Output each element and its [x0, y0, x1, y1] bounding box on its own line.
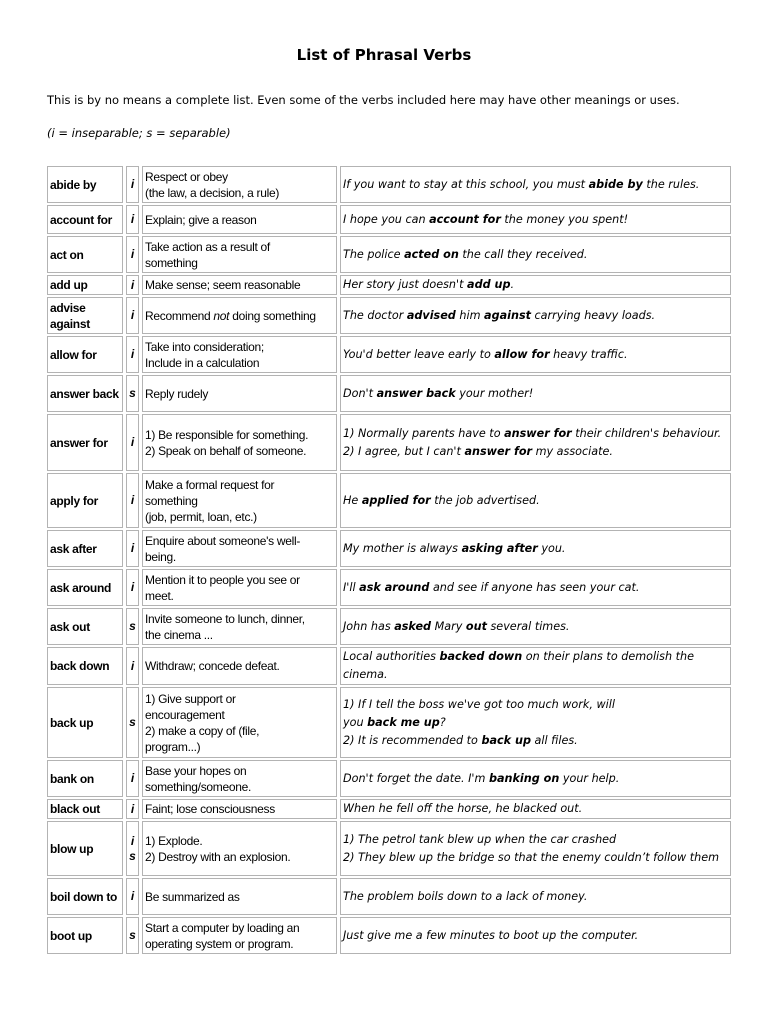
type-marker: i — [130, 493, 135, 507]
type-marker: i — [130, 435, 135, 449]
example-text: your help. — [559, 771, 620, 785]
example-cell — [340, 647, 731, 685]
type-marker: i — [130, 308, 135, 322]
verb-cell: advise against — [47, 297, 123, 334]
verb-cell: ask after — [47, 530, 123, 567]
phrasal-verb-highlight: against — [484, 308, 531, 322]
phrasal-verb-highlight: ask around — [359, 580, 430, 594]
meaning-line: program...) — [145, 739, 201, 754]
table-row — [47, 205, 731, 234]
example-cell — [340, 236, 731, 273]
verb-cell: act on — [47, 236, 123, 273]
meaning-cell — [142, 275, 337, 295]
example-cell — [340, 530, 731, 567]
example-text: Her story just doesn't — [343, 278, 468, 291]
meaning-line: (job, permit, loan, etc.) — [145, 509, 257, 524]
verb-cell: apply for — [47, 473, 123, 528]
meaning-text: doing something — [229, 308, 316, 323]
phrasal-verb-highlight: answer for — [504, 426, 572, 440]
type-cell — [126, 275, 139, 295]
example-text: When he fell off the horse, he blacked out. — [343, 802, 583, 815]
example-text: my associate. — [532, 444, 613, 458]
verb-cell: blow up — [47, 821, 123, 876]
example-line — [343, 800, 728, 818]
example-text: The police — [343, 247, 405, 261]
example-text: 2) They blew up the bridge so that the enemy couldn’t follow them — [343, 850, 719, 864]
type-cell — [126, 530, 139, 567]
meaning-cell — [142, 799, 337, 819]
table-body — [47, 166, 731, 954]
verb-cell: ask around — [47, 569, 123, 606]
example-cell — [340, 799, 731, 819]
table-row — [47, 821, 731, 876]
type-marker: i — [130, 177, 135, 191]
type-marker: i — [130, 247, 135, 261]
example-line — [343, 714, 728, 732]
example-cell — [340, 336, 731, 373]
meaning-line: something/someone. — [145, 779, 251, 794]
example-text: their children's behaviour. — [571, 426, 722, 440]
phrasal-verb-highlight: answer for — [464, 444, 533, 458]
type-marker: i — [130, 889, 135, 903]
type-cell — [126, 917, 139, 954]
meaning-cell — [142, 760, 337, 797]
example-text: all files. — [530, 733, 578, 747]
meaning-line: Explain; give a reason — [145, 212, 257, 227]
example-text: the rules. — [642, 177, 700, 191]
meaning-line: Enquire about someone's well- — [145, 533, 301, 548]
meaning-line: Withdraw; concede defeat. — [145, 659, 280, 673]
example-text: the job advertised. — [430, 493, 540, 507]
type-cell — [126, 799, 139, 819]
meaning-cell — [142, 205, 337, 234]
example-text: The doctor — [343, 308, 407, 322]
type-marker: s — [129, 619, 136, 633]
type-marker: i — [130, 212, 135, 226]
meaning-line: 2) make a copy of (file, — [145, 723, 260, 738]
verb-cell: boil down to — [47, 878, 123, 915]
example-cell — [340, 608, 731, 645]
example-cell — [340, 205, 731, 234]
example-cell — [340, 375, 731, 412]
meaning-line: Mention it to people you see or — [145, 572, 300, 587]
table-row — [47, 375, 731, 412]
table-row — [47, 473, 731, 528]
type-cell — [126, 687, 139, 758]
example-cell — [340, 917, 731, 954]
type-cell — [126, 608, 139, 645]
type-marker: s — [129, 386, 136, 400]
verb-cell: black out — [47, 799, 123, 819]
example-text: You'd better leave early to — [343, 347, 495, 361]
table-row — [47, 275, 731, 295]
example-text: your mother! — [455, 386, 534, 400]
meaning-line: 2) Speak on behalf of someone. — [145, 443, 307, 458]
meaning-cell — [142, 821, 337, 876]
type-cell — [126, 297, 139, 334]
type-cell — [126, 236, 139, 273]
type-cell — [126, 414, 139, 471]
phrasal-verb-highlight: back me up — [367, 715, 440, 729]
table-row — [47, 236, 731, 273]
meaning-line: Make sense; seem reasonable — [145, 278, 301, 292]
type-cell — [126, 569, 139, 606]
type-marker: i — [130, 541, 135, 555]
phrasal-verb-highlight: answer back — [376, 386, 456, 400]
verb-cell: ask out — [47, 608, 123, 645]
type-marker: i — [130, 801, 135, 816]
verb-cell: back down — [47, 647, 123, 685]
page-title: List of Phrasal Verbs — [296, 46, 472, 64]
example-text: I'll — [343, 580, 360, 594]
verb-cell: boot up — [47, 917, 123, 954]
example-line — [343, 211, 728, 229]
meaning-line: Respect or obey — [145, 169, 228, 184]
example-text: The problem boils down to a lack of money. — [343, 889, 588, 903]
phrasal-verb-highlight: backed down — [439, 650, 523, 663]
example-text: John has — [343, 619, 395, 633]
example-text: and see if anyone has seen your cat. — [429, 580, 640, 594]
example-cell — [340, 275, 731, 295]
meaning-line: Take into consideration; — [145, 339, 264, 354]
example-text: Local authorities — [343, 650, 440, 663]
type-marker: i — [130, 658, 135, 673]
type-cell — [126, 473, 139, 528]
meaning-cell — [142, 414, 337, 471]
meaning-cell — [142, 569, 337, 606]
meaning-line: being. — [145, 549, 176, 564]
meaning-cell — [142, 375, 337, 412]
example-line — [343, 732, 728, 750]
phrasal-verb-highlight: banking on — [488, 771, 560, 785]
verb-cell: add up — [47, 275, 123, 295]
meaning-line: 1) Explode. — [145, 833, 203, 848]
example-text: carrying heavy loads. — [530, 308, 656, 322]
legend-note: (i = inseparable; s = separable) — [47, 126, 231, 140]
meaning-cell — [142, 336, 337, 373]
example-text: Don't — [343, 386, 377, 400]
table-row — [47, 760, 731, 797]
meaning-text: Recommend — [145, 308, 214, 323]
example-cell — [340, 166, 731, 203]
example-line — [343, 385, 728, 403]
type-cell — [126, 878, 139, 915]
example-line — [343, 425, 728, 443]
phrasal-verb-highlight: applied for — [361, 493, 431, 507]
table-row — [47, 647, 731, 685]
example-line — [343, 307, 728, 325]
example-text: 1) Normally parents have to — [343, 426, 505, 440]
example-cell — [340, 687, 731, 758]
example-text: Don't forget the date. I'm — [343, 771, 489, 785]
type-cell — [126, 336, 139, 373]
table-row — [47, 166, 731, 203]
example-cell — [340, 473, 731, 528]
type-marker: s — [129, 715, 136, 729]
meaning-cell — [142, 687, 337, 758]
verb-cell: account for — [47, 205, 123, 234]
example-text: 2) It is recommended to — [343, 733, 482, 747]
type-marker: i — [130, 580, 135, 594]
type-marker: i — [130, 277, 135, 292]
type-cell — [126, 760, 139, 797]
meaning-line: something — [145, 255, 198, 270]
meaning-line: Take action as a result of — [145, 239, 270, 254]
verb-cell: answer back — [47, 375, 123, 412]
meaning-cell — [142, 166, 337, 203]
example-text: ? — [439, 715, 446, 729]
phrasal-verb-highlight: back up — [481, 733, 531, 747]
type-cell — [126, 647, 139, 685]
phrasal-verb-highlight: advised — [406, 308, 456, 322]
phrasal-verb-highlight: abide by — [588, 177, 643, 191]
example-text: you. — [537, 541, 566, 555]
table-row — [47, 530, 731, 567]
type-marker: i — [130, 833, 135, 848]
type-cell — [126, 166, 139, 203]
example-text: him — [455, 308, 485, 322]
example-line — [343, 176, 728, 194]
example-text: . — [510, 278, 515, 291]
intro-paragraph: This is by no means a complete list. Even some of the verbs included here may have other meanings or uses. — [47, 93, 680, 107]
example-text: I hope you can — [343, 212, 430, 226]
meaning-line: operating system or program. — [145, 936, 294, 951]
example-text: you — [343, 715, 368, 729]
example-text: on their plans to demolish the cinema. — [343, 650, 694, 681]
emphasis-text: not — [213, 308, 230, 323]
example-text: 1) The petrol tank blew up when the car crashed — [343, 832, 617, 846]
table-row — [47, 414, 731, 471]
meaning-line: encouragement — [145, 707, 225, 722]
meaning-line: Start a computer by loading an — [145, 920, 300, 935]
meaning-cell — [142, 878, 337, 915]
example-line — [343, 849, 728, 867]
meaning-line: Make a formal request for — [145, 477, 275, 492]
example-text: He — [343, 493, 362, 507]
meaning-line — [145, 308, 334, 324]
example-text: Just give me a few minutes to boot up the computer. — [343, 928, 639, 942]
meaning-line: 1) Be responsible for something. — [145, 427, 309, 442]
meaning-cell — [142, 473, 337, 528]
type-cell — [126, 205, 139, 234]
table-row — [47, 799, 731, 819]
meaning-line: Base your hopes on — [145, 763, 247, 778]
example-cell — [340, 414, 731, 471]
example-text: Mary — [431, 619, 466, 633]
meaning-line: meet. — [145, 588, 174, 603]
meaning-line: Include in a calculation — [145, 355, 260, 370]
example-text: several times. — [486, 619, 570, 633]
example-text: 1) If I tell the boss we've got too much work, will — [343, 697, 615, 711]
example-line — [343, 696, 728, 714]
example-text: 2) I agree, but I can't — [343, 444, 465, 458]
verb-cell: abide by — [47, 166, 123, 203]
phrasal-verb-highlight: add up — [467, 278, 511, 291]
example-line — [343, 618, 728, 636]
meaning-line: 1) Give support or — [145, 691, 236, 706]
type-cell — [126, 821, 139, 876]
table-row — [47, 608, 731, 645]
table-row — [47, 297, 731, 334]
meaning-cell — [142, 917, 337, 954]
verb-cell: back up — [47, 687, 123, 758]
meaning-cell — [142, 297, 337, 334]
phrasal-verbs-table — [44, 164, 734, 956]
type-marker: i — [130, 771, 135, 785]
type-marker: s — [129, 928, 136, 942]
example-cell — [340, 569, 731, 606]
type-marker: i — [130, 347, 135, 361]
example-line — [343, 443, 728, 461]
example-line — [343, 276, 728, 294]
example-line — [343, 246, 728, 264]
verb-cell: allow for — [47, 336, 123, 373]
phrasal-verb-highlight: acted on — [404, 247, 459, 261]
example-text: the money you spent! — [500, 212, 629, 226]
meaning-line: the cinema ... — [145, 627, 213, 642]
type-marker: s — [129, 848, 136, 863]
meaning-cell — [142, 236, 337, 273]
meaning-line: (the law, a decision, a rule) — [145, 185, 280, 200]
meaning-line: Reply rudely — [145, 386, 209, 401]
table-row — [47, 336, 731, 373]
example-text: the call they received. — [458, 247, 588, 261]
phrasal-verb-highlight: asking after — [461, 541, 538, 555]
example-line — [343, 831, 728, 849]
meaning-cell — [142, 530, 337, 567]
meaning-line: Invite someone to lunch, dinner, — [145, 611, 305, 626]
type-cell — [126, 375, 139, 412]
meaning-line: Faint; lose consciousness — [145, 802, 275, 816]
example-line — [343, 770, 728, 788]
example-cell — [340, 821, 731, 876]
example-text: If you want to stay at this school, you must — [343, 177, 589, 191]
table-row — [47, 687, 731, 758]
meaning-line: 2) Destroy with an explosion. — [145, 849, 291, 864]
example-cell — [340, 760, 731, 797]
meaning-line: something — [145, 493, 198, 508]
example-text: My mother is always — [343, 541, 462, 555]
example-line — [343, 540, 728, 558]
table-row — [47, 917, 731, 954]
example-cell — [340, 297, 731, 334]
phrasal-verb-highlight: account for — [429, 212, 501, 226]
example-cell — [340, 878, 731, 915]
table-row — [47, 878, 731, 915]
table-row — [47, 569, 731, 606]
example-line — [343, 648, 728, 684]
verb-cell: bank on — [47, 760, 123, 797]
meaning-cell — [142, 647, 337, 685]
phrasal-verb-highlight: allow for — [494, 347, 550, 361]
meaning-cell — [142, 608, 337, 645]
meaning-line: Be summarized as — [145, 889, 240, 904]
phrasal-verb-highlight: asked — [394, 619, 432, 633]
example-line — [343, 346, 728, 364]
example-line — [343, 492, 728, 510]
phrasal-verb-highlight: out — [465, 619, 487, 633]
example-line — [343, 888, 728, 906]
verb-cell: answer for — [47, 414, 123, 471]
example-text: heavy traffic. — [549, 347, 628, 361]
example-line — [343, 579, 728, 597]
example-line — [343, 927, 728, 945]
